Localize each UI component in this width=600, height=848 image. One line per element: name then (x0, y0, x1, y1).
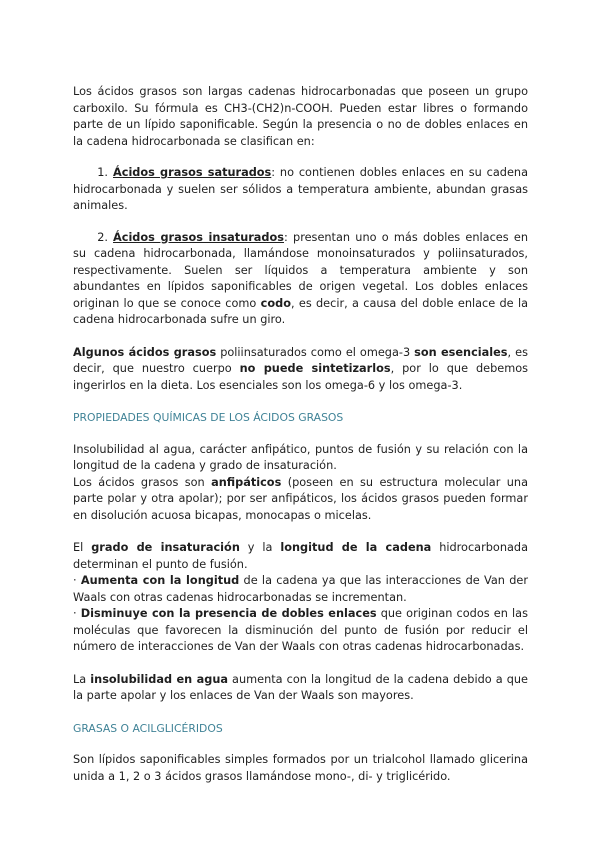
melting-point-paragraph: El grado de insaturación y la longitud de la cadena hidrocarbonada determinan el punto de fusión. (73, 541, 529, 571)
properties-summary: Insolubilidad al agua, carácter anfipático, puntos de fusión y su relación con la longitud de la cadena y grado de insaturación. (73, 442, 528, 472)
term-saturated: Ácidos grasos saturados (113, 166, 272, 179)
section-heading-properties: PROPIEDADES QUÍMICAS DE LOS ÁCIDOS GRASOS (73, 411, 344, 424)
term-codo: codo (260, 296, 291, 310)
intro-paragraph: Los ácidos grasos son largas cadenas hidrocarbonadas que poseen un grupo carboxilo. Su fórmula es CH3-(CH2)n-COOH. Pueden estar libres o formando parte de un lípido saponificable. Según la presencia o no de dobles enlaces en la cadena hidrocarbonada se clasifican en: (73, 85, 528, 148)
amphipathic-paragraph: Los ácidos grasos son anfipáticos (poseen en su estructura molecular una parte polar y otra apolar); por ser anfipáticos, los ácidos grasos pueden formar en disolución acuosa bicapas, monocapas o micelas. (73, 475, 529, 522)
bullet-double-bonds: · Disminuye con la presencia de dobles enlaces que originan codos en las moléculas que favorecen la disminución del punto de fusión por reducir el número de interacciones de Van der Waals con otras cadenas hidrocarbonadas. (73, 607, 528, 653)
insolubility-paragraph: La insolubilidad en agua aumenta con la longitud de la cadena debido a que la parte apolar y los enlaces de Van der Waals son mayores. (73, 672, 528, 702)
list-item-unsaturated: 2. Ácidos grasos insaturados: presentan uno o más dobles enlaces en su cadena hidrocarbonada, llamándose monoinsaturados y poliinsaturados, respectivamente. Suelen ser líquidos a temperatura ambiente y son abundantes en lípidos saponificables de origen vegetal. Los dobles enlaces originan lo que se conoce como codo, es decir, a causa del doble enlace de la cadena hidrocarbonada sufre un giro. (73, 230, 529, 326)
term-unsaturated: Ácidos grasos insaturados (113, 230, 284, 244)
document-body (73, 84, 528, 785)
list-item-saturated: 1. Ácidos grasos saturados: no contienen dobles enlaces en su cadena hidrocarbonada y suelen ser sólidos a temperatura ambiente, abundan grasas animales. (73, 166, 528, 212)
essentials-paragraph: Algunos ácidos grasos poliinsaturados como el omega-3 son esenciales, es decir, que nuestro cuerpo no puede sintetizarlos, por lo que debemos ingerirlos en la dieta. Los esenciales son los omega-6 y los omega-3. (73, 345, 528, 392)
list-number: 2. (97, 230, 108, 244)
list-number: 1. (97, 166, 108, 179)
section-heading-acylglycerides: GRASAS O ACILGLICÉRIDOS (73, 721, 223, 735)
bullet-length: · Aumenta con la longitud de la cadena ya que las interacciones de Van der Waals con otras cadenas hidrocarbonadas se incrementan. (73, 574, 528, 604)
acylglycerides-paragraph: Son lípidos saponificables simples formados por un trialcohol llamado glicerina unida a 1, 2 o 3 ácidos grasos llamándose mono-, di- y triglicérido. (73, 753, 528, 783)
